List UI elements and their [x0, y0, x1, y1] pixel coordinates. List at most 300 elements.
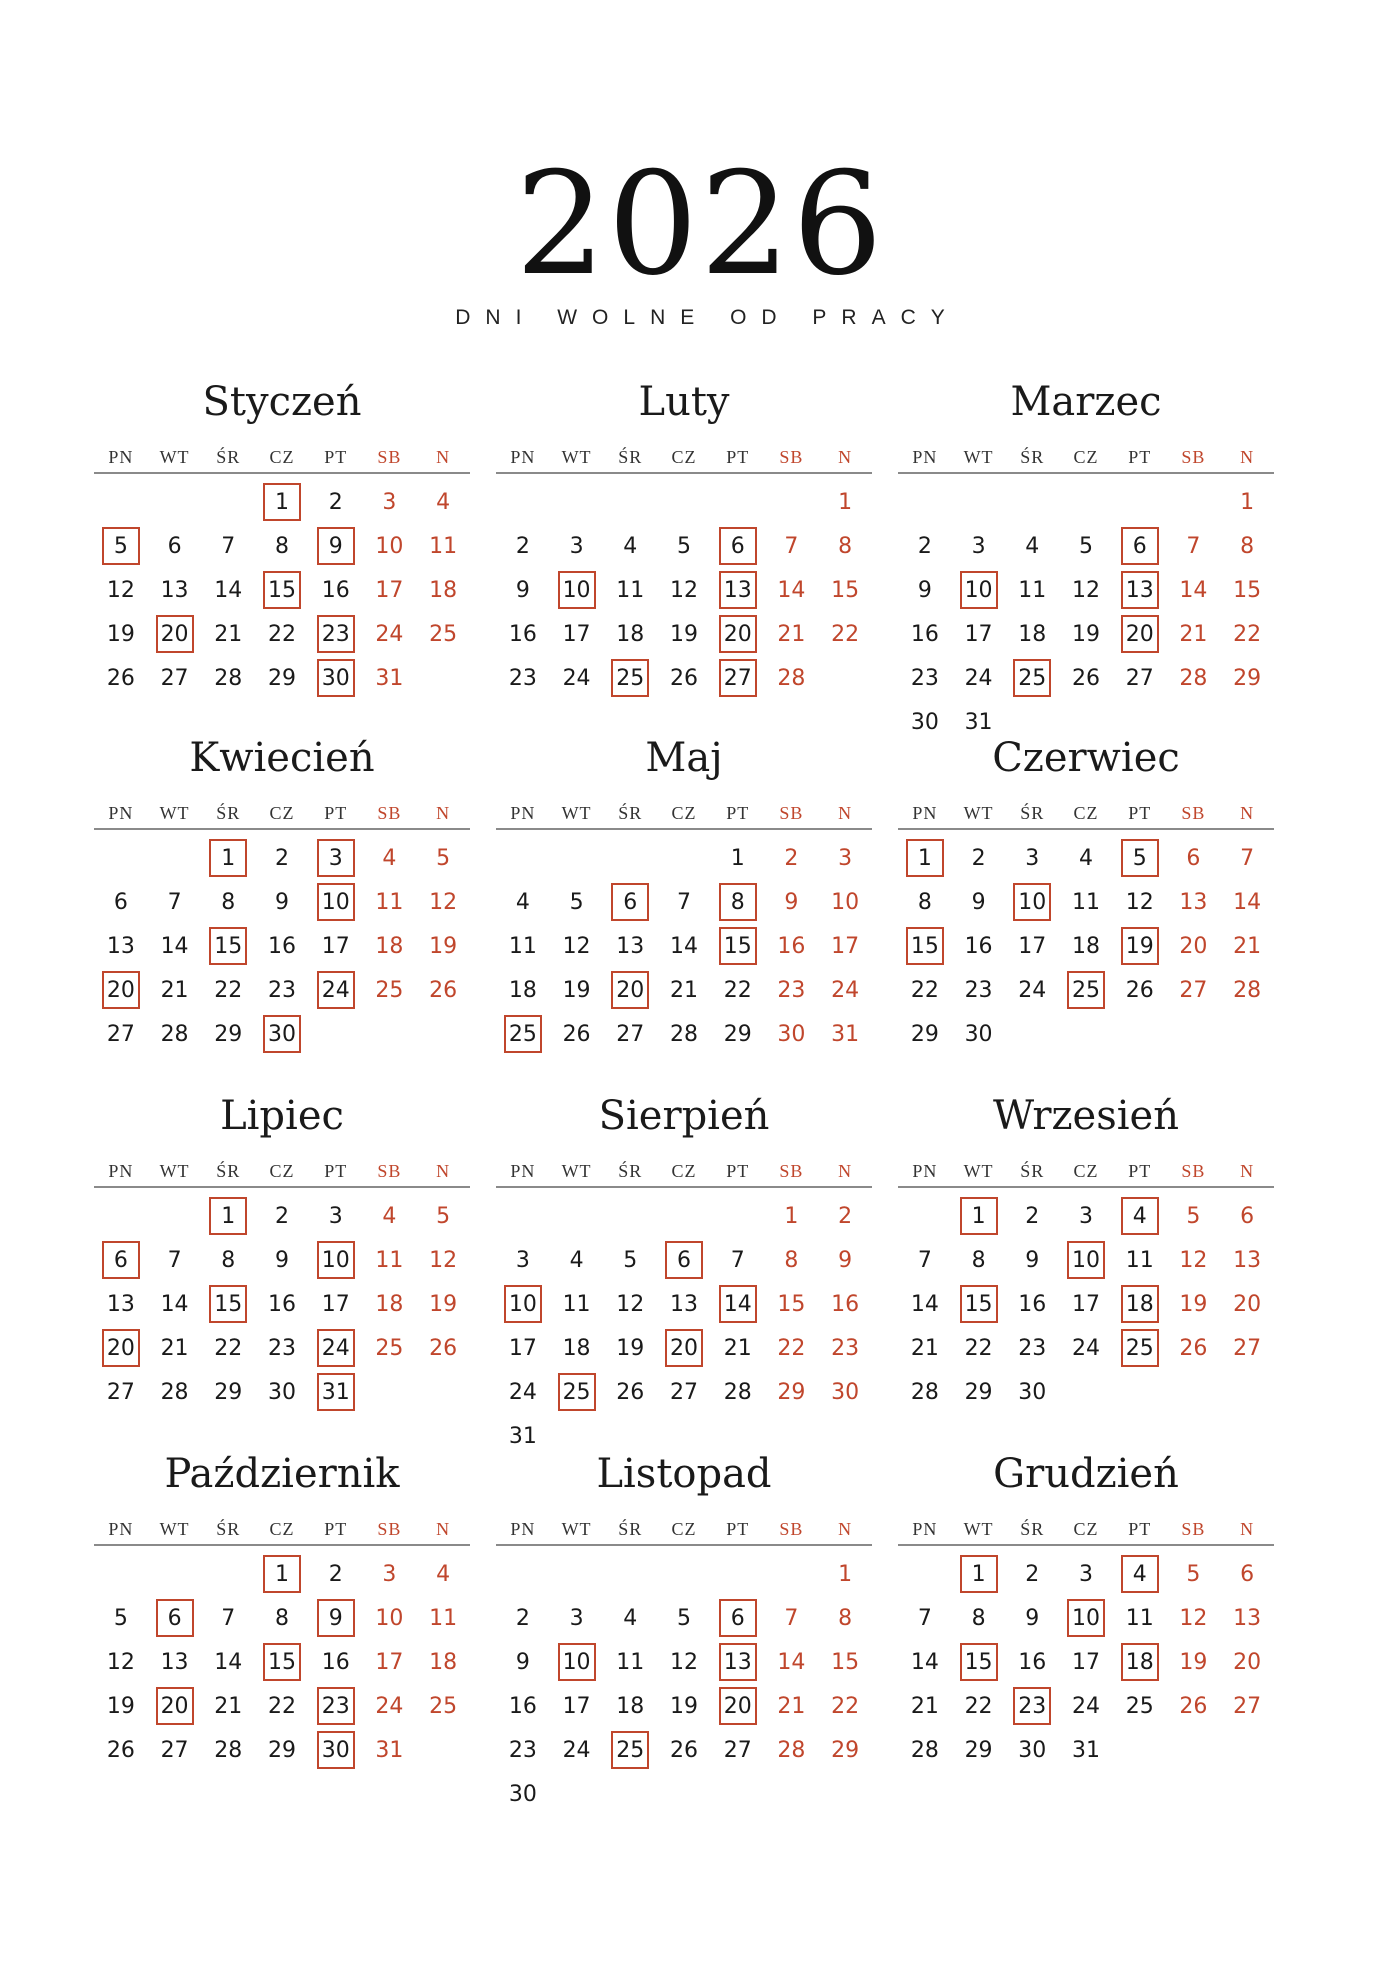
day-number: 6 [1186, 845, 1201, 871]
day-number: 8 [274, 533, 289, 559]
empty-cell [765, 1552, 819, 1596]
day-cell [1220, 1552, 1274, 1596]
day-number: 17 [1018, 933, 1047, 959]
holiday-day [952, 1640, 1006, 1684]
weekday-label: PN [510, 447, 536, 467]
day-cell [952, 1596, 1006, 1640]
holiday-day [657, 1326, 711, 1370]
day-number: 3 [569, 1605, 584, 1631]
day-number: 11 [429, 1605, 458, 1631]
day-cell [1113, 1238, 1167, 1282]
month-7 [94, 1088, 470, 1414]
day-cell [416, 1194, 470, 1238]
day-number: 13 [160, 577, 189, 603]
days-grid [898, 1194, 1274, 1414]
day-cell [363, 924, 417, 968]
day-cell [952, 612, 1006, 656]
day-number: 23 [508, 665, 537, 691]
empty-cell [603, 1194, 657, 1238]
day-number: 29 [723, 1021, 752, 1047]
weekday-label: CZ [671, 1519, 697, 1539]
day-cell [1220, 1282, 1274, 1326]
day-number: 26 [669, 1737, 698, 1763]
day-cell [1059, 612, 1113, 656]
day-cell [496, 924, 550, 968]
day-number: 16 [1018, 1649, 1047, 1675]
day-number: 20 [1233, 1649, 1262, 1675]
weekday-label: N [838, 1161, 853, 1181]
holiday-day [94, 968, 148, 1012]
day-cell [1059, 1728, 1113, 1772]
day-number: 5 [569, 889, 584, 915]
day-cell [309, 1552, 363, 1596]
day-cell [898, 1640, 952, 1684]
day-cell [952, 1370, 1006, 1414]
day-cell [550, 656, 604, 700]
day-cell [94, 1596, 148, 1640]
holiday-day [201, 1194, 255, 1238]
day-cell [416, 968, 470, 1012]
day-number: 5 [623, 1247, 638, 1273]
day-number: 11 [1071, 889, 1100, 915]
day-cell [818, 568, 872, 612]
day-number: 30 [1018, 1379, 1047, 1405]
day-number: 23 [964, 977, 993, 1003]
day-number: 23 [831, 1335, 860, 1361]
day-cell [496, 1370, 550, 1414]
weekday-label: ŚR [618, 447, 643, 467]
day-cell [550, 1238, 604, 1282]
day-cell [416, 480, 470, 524]
day-number: 2 [515, 1605, 530, 1631]
day-number: 14 [777, 1649, 806, 1675]
day-cell [255, 1282, 309, 1326]
day-cell [1005, 836, 1059, 880]
weekday-label: SB [1181, 447, 1206, 467]
day-cell [148, 1370, 202, 1414]
weekday-label: SB [1181, 1161, 1206, 1181]
day-number: 10 [375, 533, 404, 559]
day-number: 24 [831, 977, 860, 1003]
day-number: 25 [375, 1335, 404, 1361]
days-grid [898, 836, 1274, 1056]
empty-cell [94, 480, 148, 524]
day-number: 18 [1125, 1291, 1154, 1317]
day-cell [765, 568, 819, 612]
weekday-label: N [1240, 447, 1255, 467]
empty-cell [711, 1194, 765, 1238]
day-cell [657, 1640, 711, 1684]
day-number: 26 [669, 665, 698, 691]
weekday-label: PT [726, 1519, 750, 1539]
day-cell [1059, 1684, 1113, 1728]
day-cell [818, 1728, 872, 1772]
day-number: 6 [113, 1247, 128, 1273]
day-cell [1059, 1194, 1113, 1238]
day-number: 12 [1179, 1605, 1208, 1631]
day-cell [1167, 968, 1221, 1012]
day-cell [550, 1012, 604, 1056]
day-number: 12 [106, 1649, 135, 1675]
day-cell [309, 1282, 363, 1326]
day-number: 7 [1186, 533, 1201, 559]
day-cell [818, 524, 872, 568]
day-number: 12 [1125, 889, 1154, 915]
day-number: 14 [723, 1291, 752, 1317]
day-number: 6 [676, 1247, 691, 1273]
day-number: 17 [1071, 1649, 1100, 1675]
day-number: 23 [321, 1693, 350, 1719]
day-cell [603, 1238, 657, 1282]
day-cell [363, 1194, 417, 1238]
weekday-label: PN [108, 447, 134, 467]
day-number: 1 [971, 1203, 986, 1229]
weekday-header [898, 802, 1274, 830]
day-number: 19 [562, 977, 591, 1003]
day-number: 15 [267, 1649, 296, 1675]
weekday-header [94, 1160, 470, 1188]
day-cell [1167, 1326, 1221, 1370]
day-cell [1167, 836, 1221, 880]
day-cell [1113, 880, 1167, 924]
day-number: 8 [784, 1247, 799, 1273]
page-title: 2026 [515, 142, 885, 307]
empty-cell [657, 836, 711, 880]
weekday-label: PN [510, 1161, 536, 1181]
day-number: 26 [616, 1379, 645, 1405]
weekday-header [496, 1518, 872, 1546]
day-cell [363, 1282, 417, 1326]
holiday-day [550, 568, 604, 612]
day-number: 21 [777, 1693, 806, 1719]
weekday-header [94, 802, 470, 830]
day-cell [657, 1012, 711, 1056]
day-number: 21 [669, 977, 698, 1003]
day-cell [657, 880, 711, 924]
weekday-label: N [436, 803, 451, 823]
month-name: Sierpień [598, 1093, 770, 1139]
day-number: 25 [1125, 1335, 1154, 1361]
day-number: 3 [382, 1561, 397, 1587]
day-cell [898, 656, 952, 700]
holiday-day [952, 1552, 1006, 1596]
day-number: 8 [838, 533, 853, 559]
holiday-day [309, 1684, 363, 1728]
day-cell [711, 836, 765, 880]
day-cell [550, 612, 604, 656]
empty-cell [550, 836, 604, 880]
day-number: 1 [971, 1561, 986, 1587]
day-number: 1 [221, 1203, 236, 1229]
holiday-day [1005, 880, 1059, 924]
day-number: 3 [328, 1203, 343, 1229]
day-cell [1059, 1552, 1113, 1596]
weekday-label: N [1240, 1519, 1255, 1539]
day-cell [711, 1728, 765, 1772]
day-cell [550, 524, 604, 568]
day-number: 19 [106, 621, 135, 647]
day-number: 14 [160, 933, 189, 959]
day-cell [765, 524, 819, 568]
day-number: 28 [160, 1021, 189, 1047]
day-number: 22 [214, 1335, 243, 1361]
day-number: 20 [1179, 933, 1208, 959]
day-number: 3 [328, 845, 343, 871]
day-number: 28 [910, 1379, 939, 1405]
empty-cell [550, 1194, 604, 1238]
day-cell [255, 836, 309, 880]
holiday-day [1113, 568, 1167, 612]
month-8 [496, 1088, 872, 1458]
day-number: 29 [1233, 665, 1262, 691]
day-number: 24 [375, 1693, 404, 1719]
day-number: 20 [160, 1693, 189, 1719]
day-number: 25 [429, 1693, 458, 1719]
day-cell [550, 924, 604, 968]
day-number: 13 [1233, 1247, 1262, 1273]
weekday-label: CZ [1073, 803, 1099, 823]
day-cell [818, 836, 872, 880]
day-cell [765, 1370, 819, 1414]
day-cell [94, 924, 148, 968]
day-number: 5 [1132, 845, 1147, 871]
holiday-day [952, 1282, 1006, 1326]
day-number: 7 [917, 1605, 932, 1631]
weekday-label: PT [1128, 1519, 1152, 1539]
day-number: 7 [917, 1247, 932, 1273]
holiday-day [201, 924, 255, 968]
day-cell [603, 524, 657, 568]
day-number: 24 [562, 1737, 591, 1763]
day-cell [1113, 656, 1167, 700]
empty-cell [148, 1194, 202, 1238]
holiday-day [94, 1238, 148, 1282]
day-number: 4 [1132, 1203, 1147, 1229]
day-cell [201, 1370, 255, 1414]
day-number: 3 [382, 489, 397, 515]
day-cell [765, 1012, 819, 1056]
day-number: 25 [429, 621, 458, 647]
day-cell [1220, 1640, 1274, 1684]
day-number: 6 [1240, 1561, 1255, 1587]
day-number: 24 [1018, 977, 1047, 1003]
day-number: 23 [267, 977, 296, 1003]
holiday-day [148, 1684, 202, 1728]
day-number: 27 [669, 1379, 698, 1405]
day-number: 13 [723, 577, 752, 603]
day-cell [94, 880, 148, 924]
day-cell [818, 1012, 872, 1056]
holiday-day [711, 612, 765, 656]
day-number: 13 [1179, 889, 1208, 915]
empty-cell [898, 480, 952, 524]
holiday-day [711, 568, 765, 612]
day-number: 11 [375, 1247, 404, 1273]
weekday-label: PT [324, 447, 348, 467]
day-number: 22 [214, 977, 243, 1003]
day-number: 28 [1179, 665, 1208, 691]
weekday-label: WT [963, 803, 994, 823]
day-cell [1005, 1728, 1059, 1772]
day-number: 8 [221, 889, 236, 915]
day-cell [711, 1238, 765, 1282]
day-cell [416, 924, 470, 968]
day-number: 2 [1025, 1203, 1040, 1229]
day-cell [496, 968, 550, 1012]
day-number: 2 [784, 845, 799, 871]
day-cell [1059, 880, 1113, 924]
weekday-label: CZ [269, 447, 295, 467]
day-cell [1220, 968, 1274, 1012]
day-number: 13 [723, 1649, 752, 1675]
day-cell [898, 1282, 952, 1326]
day-cell [1167, 524, 1221, 568]
days-grid [496, 836, 872, 1056]
day-cell [765, 1194, 819, 1238]
day-number: 16 [321, 1649, 350, 1675]
day-number: 2 [838, 1203, 853, 1229]
day-number: 5 [436, 845, 451, 871]
day-cell [898, 1684, 952, 1728]
day-cell [898, 1326, 952, 1370]
holiday-day [309, 524, 363, 568]
day-cell [255, 524, 309, 568]
day-cell [765, 924, 819, 968]
day-cell [94, 568, 148, 612]
day-number: 7 [784, 533, 799, 559]
month-name: Wrzesień [993, 1093, 1179, 1139]
holiday-day [1113, 924, 1167, 968]
day-cell [363, 612, 417, 656]
day-cell [1113, 1684, 1167, 1728]
month-name: Lipiec [220, 1093, 344, 1139]
empty-cell [201, 480, 255, 524]
day-cell [1059, 1282, 1113, 1326]
day-number: 16 [831, 1291, 860, 1317]
day-number: 4 [382, 845, 397, 871]
day-number: 25 [1018, 665, 1047, 691]
day-number: 17 [831, 933, 860, 959]
month-name: Czerwiec [992, 735, 1180, 781]
day-number: 22 [910, 977, 939, 1003]
day-cell [1005, 1552, 1059, 1596]
weekday-header [898, 1160, 1274, 1188]
weekday-label: SB [779, 1161, 804, 1181]
holiday-day [255, 1640, 309, 1684]
holiday-day [496, 1012, 550, 1056]
day-cell [309, 568, 363, 612]
day-number: 3 [1078, 1561, 1093, 1587]
day-cell [416, 524, 470, 568]
day-number: 27 [106, 1379, 135, 1405]
day-cell [1167, 1552, 1221, 1596]
day-cell [818, 1282, 872, 1326]
day-number: 5 [1186, 1561, 1201, 1587]
day-cell [416, 1640, 470, 1684]
day-cell [1059, 1640, 1113, 1684]
weekday-label: PT [726, 803, 750, 823]
day-number: 25 [616, 665, 645, 691]
holiday-day [1113, 524, 1167, 568]
day-number: 9 [274, 1247, 289, 1273]
empty-cell [496, 480, 550, 524]
day-number: 26 [429, 1335, 458, 1361]
day-number: 15 [831, 1649, 860, 1675]
day-cell [363, 880, 417, 924]
day-number: 16 [508, 621, 537, 647]
day-number: 8 [971, 1605, 986, 1631]
weekday-label: CZ [1073, 1161, 1099, 1181]
day-cell [818, 1596, 872, 1640]
day-cell [765, 1728, 819, 1772]
day-cell [952, 924, 1006, 968]
weekday-label: WT [159, 803, 190, 823]
empty-cell [1005, 480, 1059, 524]
weekday-label: CZ [671, 803, 697, 823]
day-cell [898, 612, 952, 656]
day-cell [818, 924, 872, 968]
day-cell [952, 1326, 1006, 1370]
day-number: 2 [515, 533, 530, 559]
day-number: 18 [616, 1693, 645, 1719]
holiday-day [898, 836, 952, 880]
holiday-day [711, 1596, 765, 1640]
day-number: 21 [160, 977, 189, 1003]
day-cell [898, 1370, 952, 1414]
day-number: 19 [669, 1693, 698, 1719]
day-number: 22 [1233, 621, 1262, 647]
day-number: 25 [1125, 1693, 1154, 1719]
weekday-label: PN [510, 803, 536, 823]
weekday-label: ŚR [1020, 803, 1045, 823]
day-number: 20 [1125, 621, 1154, 647]
day-cell [496, 1772, 550, 1816]
day-cell [765, 1596, 819, 1640]
day-number: 8 [274, 1605, 289, 1631]
day-number: 6 [1240, 1203, 1255, 1229]
day-number: 21 [910, 1693, 939, 1719]
day-cell [1220, 880, 1274, 924]
day-number: 21 [160, 1335, 189, 1361]
month-1 [94, 374, 470, 700]
day-cell [1167, 1238, 1221, 1282]
day-cell [94, 1684, 148, 1728]
day-number: 31 [1071, 1737, 1100, 1763]
day-cell [711, 1012, 765, 1056]
day-number: 13 [106, 1291, 135, 1317]
day-number: 31 [375, 665, 404, 691]
holiday-day [1113, 612, 1167, 656]
holiday-day [309, 1370, 363, 1414]
holiday-day [1113, 1326, 1167, 1370]
day-cell [148, 924, 202, 968]
day-number: 23 [508, 1737, 537, 1763]
day-number: 20 [669, 1335, 698, 1361]
holiday-day [94, 1326, 148, 1370]
day-number: 23 [1018, 1693, 1047, 1719]
empty-cell [148, 1552, 202, 1596]
day-cell [255, 1238, 309, 1282]
day-number: 27 [1179, 977, 1208, 1003]
day-number: 21 [214, 621, 243, 647]
day-number: 29 [964, 1737, 993, 1763]
day-number: 10 [562, 1649, 591, 1675]
day-cell [201, 1012, 255, 1056]
weekday-label: PT [324, 1519, 348, 1539]
day-number: 8 [917, 889, 932, 915]
day-number: 1 [917, 845, 932, 871]
day-number: 1 [838, 1561, 853, 1587]
